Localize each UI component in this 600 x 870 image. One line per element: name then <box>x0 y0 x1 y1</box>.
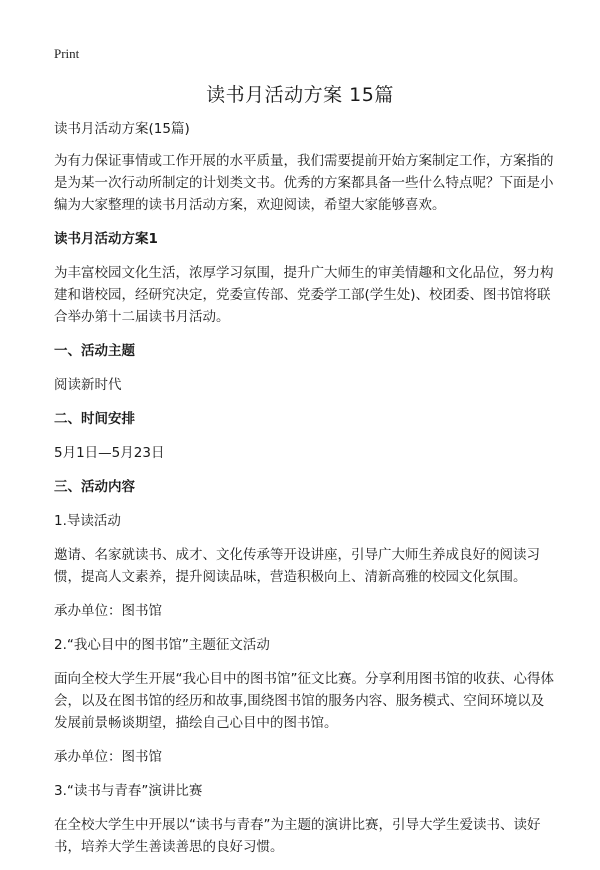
print-link[interactable]: Print <box>54 46 80 61</box>
item-organizer: 承办单位：图书馆 <box>54 749 162 765</box>
schedule-text: 5月1日—5月23日 <box>54 445 165 461</box>
heading-theme: 一、活动主题 <box>54 343 135 359</box>
article-subtitle: 读书月活动方案(15篇) <box>54 121 190 137</box>
item-body: 邀请、名家就读书、成才、文化传承等开设讲座，引导广大师生养成良好的阅读习惯，提高人文素养，提升阅读品味，营造积极向上、清新高雅的校园文化氛围。 <box>54 547 540 585</box>
item-title: 2.“我心目中的图书馆”主题征文活动 <box>54 637 270 653</box>
item-body: 面向全校大学生开展“我心目中的图书馆”征文比赛。分享利用图书馆的收获、心得体会，以及在图书馆的经历和故事,围绕图书馆的服务内容、服务模式、空间环境以及发展前景畅谈期望，描绘自己心目中的图书馆。 <box>54 671 554 731</box>
heading-schedule: 二、时间安排 <box>54 411 135 427</box>
section-heading: 读书月活动方案1 <box>54 231 158 247</box>
article-body <box>54 118 554 870</box>
intro-paragraph: 为有力保证事情或工作开展的水平质量，我们需要提前开始方案制定工作，方案指的是为某一次行动所制定的计划类文书。优秀的方案都具备一些什么特点呢？下面是小编为大家整理的读书月活动方案，欢迎阅读，希望大家能够喜欢。 <box>54 153 554 213</box>
item-body: 在全校大学生中开展以“读书与青春”为主题的演讲比赛，引导大学生爱读书、读好书，培养大学生善读善思的良好习惯。 <box>54 817 541 855</box>
body-paragraph: 为丰富校园文化生活，浓厚学习氛围，提升广大师生的审美情趣和文化品位，努力构建和谐校园，经研究决定，党委宣传部、党委学工部(学生处)、校团委、图书馆将联合举办第十二届读书月活动。 <box>54 265 554 325</box>
page-title: 读书月活动方案 15篇 <box>206 84 394 106</box>
heading-content: 三、活动内容 <box>54 479 135 495</box>
item-organizer: 承办单位：图书馆 <box>54 603 162 619</box>
item-title: 3.“读书与青春”演讲比赛 <box>54 783 203 799</box>
item-title: 1.导读活动 <box>54 513 121 529</box>
theme-text: 阅读新时代 <box>54 377 122 393</box>
